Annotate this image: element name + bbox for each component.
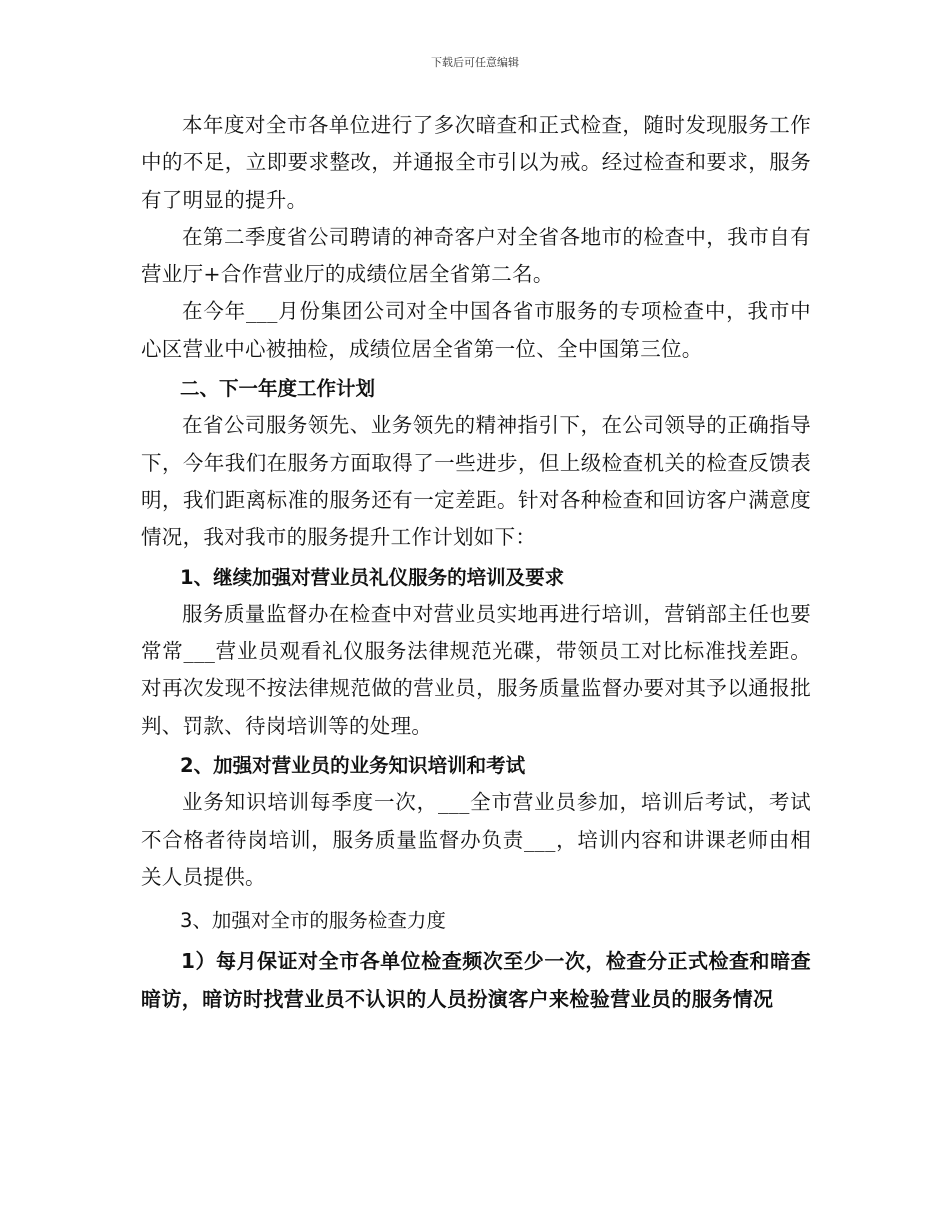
paragraph-plan-intro: 在省公司服务领先、业务领先的精神指引下，在公司领导的正确指导下，今年我们在服务方面取得了一些进步，但上级检查机关的检查反馈表明，我们距离标准的服务还有一定差距。针对各种检查和回访客户满意度情况，我对我市的服务提升工作计划如下： xyxy=(141,413,811,550)
section-heading-plan: 二、下一年度工作计划 xyxy=(180,377,376,401)
paragraph-knowledge-training: 业务知识培训每季度一次，___全市营业员参加，培训后考试，考试不合格者待岗培训，服务质量监督办负责___，培训内容和讲课老师由相关人员提供。 xyxy=(141,790,811,889)
paragraph-monthly-inspection: 1）每月保证对全市各单位检查频次至少一次，检查分正式检查和暗查暗访，暗访时找营业员不认识的人员扮演客户来检验营业员的服务情况 xyxy=(141,948,811,1012)
subheading-inspection-strength: 3、加强对全市的服务检查力度 xyxy=(180,909,446,933)
subheading-knowledge-training: 2、加强对营业员的业务知识培训和考试 xyxy=(180,754,526,778)
paragraph-q2-ranking: 在第二季度省公司聘请的神奇客户对全省各地市的检查中，我市自有营业厅+合作营业厅的成绩位居全省第二名。 xyxy=(141,224,811,287)
page-header: 下载后可任意编辑 xyxy=(431,56,519,69)
document-body xyxy=(141,107,811,1019)
paragraph-etiquette-training: 服务质量监督办在检查中对营业员实地再进行培训，营销部主任也要常常___营业员观看礼仪服务法律规范光碟，带领员工对比标准找差距。对再次发现不按法律规范做的营业员，服务质量监督办要对其予以通报批判、罚款、待岗培训等的处理。 xyxy=(141,601,811,738)
paragraph-group-inspection: 在今年___月份集团公司对全中国各省市服务的专项检查中，我市中心区营业中心被抽检，成绩位居全省第一位、全中国第三位。 xyxy=(141,299,811,361)
paragraph-inspections: 本年度对全市各单位进行了多次暗查和正式检查，随时发现服务工作中的不足，立即要求整改，并通报全市引以为戒。经过检查和要求，服务有了明显的提升。 xyxy=(141,113,811,212)
subheading-etiquette-training: 1、继续加强对营业员礼仪服务的培训及要求 xyxy=(180,565,565,589)
